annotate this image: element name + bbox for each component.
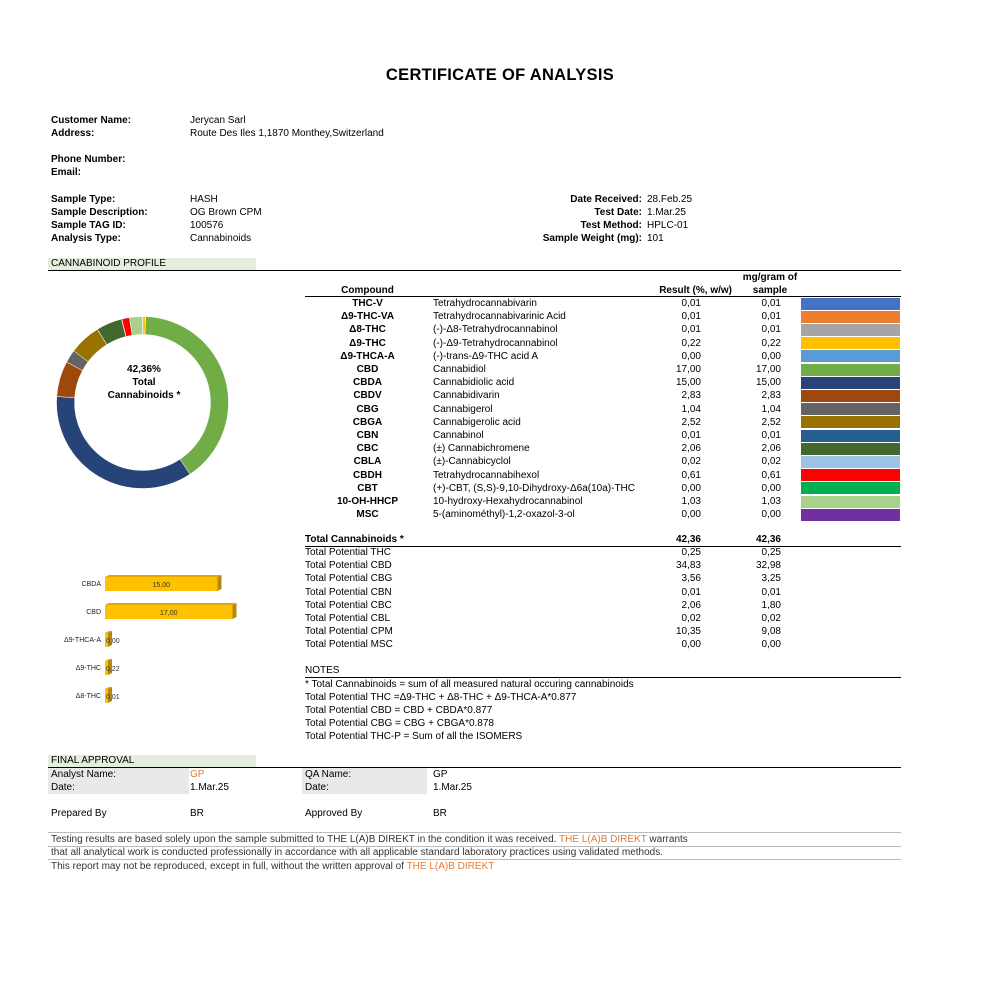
test-date: 1.Mar.25 <box>647 207 686 218</box>
compound-result: 2,06 <box>681 443 701 455</box>
table-row <box>305 389 901 402</box>
final-approval-header: FINAL APPROVAL <box>48 755 256 767</box>
compound-code: 10-OH-HHCP <box>336 496 399 507</box>
notes-title: NOTES <box>305 665 340 676</box>
compound-color-swatch <box>801 496 900 508</box>
table-row <box>305 455 901 468</box>
total-result: 0,01 <box>681 586 701 598</box>
sample-tag: 100576 <box>190 220 224 231</box>
total-mg: 0,25 <box>761 547 781 558</box>
table-row <box>305 297 901 310</box>
total-label: Total Potential CPM <box>305 626 393 638</box>
compound-result: 1,04 <box>681 403 701 415</box>
sample-type-label: Sample Type: <box>51 194 116 205</box>
qa-date: 1.Mar.25 <box>433 782 472 793</box>
analysis-type-label: Analysis Type: <box>51 233 121 244</box>
total-label: Total Potential THC <box>305 547 391 558</box>
sample-desc-label: Sample Description: <box>51 207 148 218</box>
total-label: Total Potential CBL <box>305 613 391 624</box>
approved-by: BR <box>433 808 447 819</box>
lab-name-2: THE L(A)B DIREKT <box>406 861 495 872</box>
totals-row <box>305 572 901 585</box>
compound-code: Δ9-THCA-A <box>340 350 395 362</box>
compound-mg: 0,00 <box>761 482 781 494</box>
compound-name: (-)-Δ8-Tetrahydrocannabinol <box>433 324 558 336</box>
mg-header-2: sample <box>752 285 788 296</box>
analyst-name: GP <box>190 769 205 780</box>
compound-color-swatch <box>801 509 900 521</box>
table-row <box>305 442 901 455</box>
disclaimer-line-2: that all analytical work is conducted professionally in accordance with all applicable standard laboratory practices using validated methods. <box>51 847 664 858</box>
table-row <box>305 363 901 376</box>
compound-result: 15,00 <box>675 377 701 389</box>
compound-name: 10-hydroxy-Hexahydrocannabinol <box>433 496 583 507</box>
cannabinoid-donut-chart <box>50 310 235 495</box>
total-result: 2,06 <box>681 599 701 611</box>
cannabinoid-profile-header: CANNABINOID PROFILE <box>48 258 256 270</box>
mg-header-1: mg/gram of <box>742 272 798 283</box>
compound-color-swatch <box>801 311 900 323</box>
compound-result: 0,00 <box>681 509 701 521</box>
compound-color-swatch <box>801 443 900 455</box>
compound-color-swatch <box>801 390 900 402</box>
compound-code: CBGA <box>352 416 383 428</box>
compound-color-swatch <box>801 430 900 442</box>
bar-top <box>105 575 222 577</box>
note-line: Total Potential CBG = CBG + CBGA*0.878 <box>305 718 494 729</box>
compound-name: (-)-Δ9-Tetrahydrocannabinol <box>433 337 558 349</box>
compound-name: Cannabidiol <box>433 364 486 375</box>
compound-code: THC-V <box>352 298 383 309</box>
compound-code: CBLA <box>353 456 382 468</box>
compound-result: 0,01 <box>681 311 701 323</box>
compound-mg: 0,00 <box>761 350 781 362</box>
compound-result: 2,52 <box>681 416 701 428</box>
compound-name: (±) Cannabichromene <box>433 443 530 455</box>
compound-mg: 0,02 <box>761 456 781 468</box>
totals-row <box>305 638 901 651</box>
sample-type: HASH <box>190 194 218 205</box>
compound-code: CBG <box>356 403 379 415</box>
compound-name: Tetrahydrocannabivarinic Acid <box>433 311 566 323</box>
compound-color-swatch <box>801 456 900 468</box>
compound-color-swatch <box>801 324 900 336</box>
test-method: HPLC-01 <box>647 220 689 231</box>
compound-code: Δ8-THC <box>349 324 386 336</box>
totals-row <box>305 559 901 572</box>
compound-result: 17,00 <box>675 364 701 375</box>
compound-header: Compound <box>341 285 394 296</box>
total-mg: 32,98 <box>755 560 781 572</box>
note-line: Total Potential CBD = CBD + CBDA*0.877 <box>305 705 493 716</box>
table-row <box>305 495 901 508</box>
total-label: Total Potential MSC <box>305 639 393 651</box>
table-row <box>305 376 901 389</box>
compound-result: 0,00 <box>681 350 701 362</box>
total-cannabinoids-label: Total Cannabinoids * <box>305 534 404 545</box>
table-row <box>305 429 901 442</box>
bar-value-label: 0,22 <box>106 666 120 673</box>
totals-row <box>305 599 901 612</box>
disclaimer-text-1a: Testing results are based solely upon the sample submitted to THE L(A)B DIREKT in the condition it was received. <box>51 834 560 845</box>
compound-code: CBD <box>356 364 379 375</box>
total-result: 0,00 <box>681 639 701 651</box>
total-mg: 1,80 <box>761 599 781 611</box>
table-row <box>305 416 901 429</box>
total-cannabinoids-row <box>305 533 901 546</box>
total-mg: 0,01 <box>761 586 781 598</box>
compound-mg: 0,00 <box>761 509 781 521</box>
total-mg: 9,08 <box>761 626 781 638</box>
compound-result: 0,01 <box>681 324 701 336</box>
cannabinoid-bar-chart <box>50 565 250 715</box>
compound-mg: 2,52 <box>761 416 781 428</box>
disclaimer-line-3 <box>51 860 901 873</box>
email-label: Email: <box>51 167 82 178</box>
total-mg: 3,25 <box>761 573 781 585</box>
customer-name-label: Customer Name: <box>51 115 132 126</box>
compound-color-swatch <box>801 298 900 310</box>
sample-tag-label: Sample TAG ID: <box>51 220 126 231</box>
compound-color-swatch <box>801 482 900 494</box>
compound-color-swatch <box>801 416 900 428</box>
note-line: * Total Cannabinoids = sum of all measured natural occuring cannabinoids <box>305 679 634 690</box>
compound-name: Tetrahydrocannabivarin <box>433 298 537 309</box>
total-result: 34,83 <box>675 560 701 572</box>
total-label: Total Potential CBD <box>305 560 392 572</box>
compound-code: MSC <box>356 509 379 521</box>
note-line: Total Potential THC =Δ9-THC + Δ8-THC + Δ9-THCA-A*0.877 <box>305 692 577 703</box>
bar-value-label: 15,00 <box>152 582 171 589</box>
compound-name: Tetrahydrocannabihexol <box>433 469 540 481</box>
compound-result: 2,83 <box>681 390 701 402</box>
compound-color-swatch <box>801 403 900 415</box>
table-row <box>305 403 901 416</box>
donut-percent: 42,36% <box>127 364 161 375</box>
compound-mg: 0,61 <box>761 469 781 481</box>
compound-mg: 0,01 <box>761 324 781 336</box>
table-row <box>305 323 901 336</box>
total-result: 3,56 <box>681 573 701 585</box>
date-received: 28.Feb.25 <box>647 194 693 205</box>
compound-color-swatch <box>801 377 900 389</box>
totals-row <box>305 586 901 599</box>
approved-by-label: Approved By <box>305 808 363 819</box>
bar-category-label: Δ9-THC <box>75 665 101 672</box>
analyst-label: Analyst Name: <box>48 768 189 781</box>
compound-code: CBC <box>356 443 379 455</box>
sample-weight: 101 <box>647 233 664 244</box>
compound-code: CBT <box>357 482 378 494</box>
compound-name: Cannabidiolic acid <box>433 377 515 389</box>
compound-mg: 0,01 <box>761 311 781 323</box>
totals-row <box>305 612 901 625</box>
compound-mg: 2,06 <box>761 443 781 455</box>
analyst-date-label: Date: <box>48 781 189 794</box>
compound-name: (+)-CBT, (S,S)-9,10-Dihydroxy-Δ6a(10a)-THC <box>433 482 635 494</box>
compound-mg: 0,01 <box>761 298 781 309</box>
compound-mg: 1,03 <box>761 496 781 507</box>
donut-center-label <box>92 363 196 402</box>
compound-mg: 0,22 <box>761 337 781 349</box>
compound-name: Cannabigerolic acid <box>433 416 521 428</box>
table-row <box>305 469 901 482</box>
bar-category-label: Δ9-THCA-A <box>64 637 101 644</box>
compound-name: Cannabinol <box>433 430 484 441</box>
compound-mg: 2,83 <box>761 390 781 402</box>
prepared-by: BR <box>190 808 204 819</box>
compound-mg: 0,01 <box>761 430 781 441</box>
lab-name-1: THE L(A)B DIREKT <box>559 834 647 845</box>
donut-label-cannabinoids: Cannabinoids * <box>107 390 181 401</box>
bar-value-label: 17,00 <box>159 610 178 617</box>
compound-result: 0,01 <box>681 298 701 309</box>
compound-name: 5-(aminométhyl)-1,2-oxazol-3-ol <box>433 509 575 521</box>
total-label: Total Potential CBC <box>305 599 392 611</box>
compound-code: Δ9-THC <box>349 337 386 349</box>
page-title: CERTIFICATE OF ANALYSIS <box>385 66 615 84</box>
compound-code: CBDH <box>353 469 382 481</box>
qa-label: QA Name: <box>302 768 427 781</box>
disclaimer-text-1c: warrants <box>646 834 688 845</box>
compound-mg: 1,04 <box>761 403 781 415</box>
bar-category-label: CBDA <box>81 581 101 588</box>
table-row <box>305 310 901 323</box>
phone-label: Phone Number: <box>51 154 126 165</box>
compound-name: Cannabigerol <box>433 403 493 415</box>
total-result: 10,35 <box>675 626 701 638</box>
bar-side <box>218 575 222 591</box>
disclaimer-text-3a: This report may not be reproduced, except in full, without the written approval of <box>51 861 407 872</box>
total-mg: 0,00 <box>761 639 781 651</box>
sample-desc: OG Brown CPM <box>190 207 262 218</box>
compound-code: CBDA <box>353 377 382 389</box>
table-row <box>305 508 901 521</box>
compound-result: 0,00 <box>681 482 701 494</box>
compound-mg: 15,00 <box>755 377 781 389</box>
table-row <box>305 482 901 495</box>
compound-code: CBDV <box>353 390 382 402</box>
qa-date-label: Date: <box>302 781 427 794</box>
sample-weight-label: Sample Weight (mg): <box>542 233 642 244</box>
total-mg: 0,02 <box>761 613 781 624</box>
analysis-type: Cannabinoids <box>190 233 252 244</box>
bar-category-label: Δ8-THC <box>75 693 101 700</box>
compound-color-swatch <box>801 337 900 349</box>
compound-result: 0,22 <box>681 337 701 349</box>
bar-side <box>233 603 237 619</box>
table-row <box>305 350 901 363</box>
totals-row <box>305 625 901 638</box>
total-cannabinoids-result: 42,36 <box>675 534 701 545</box>
compound-result: 1,03 <box>681 496 701 507</box>
compound-color-swatch <box>801 364 900 376</box>
compound-code: Δ9-THC-VA <box>340 311 395 323</box>
compound-mg: 17,00 <box>755 364 781 375</box>
compound-code: CBN <box>356 430 379 441</box>
total-result: 0,02 <box>681 613 701 624</box>
compound-result: 0,01 <box>681 430 701 441</box>
test-date-label: Test Date: <box>594 207 642 218</box>
disclaimer-line-1 <box>51 833 901 846</box>
donut-label-total: Total <box>132 377 156 388</box>
analyst-date: 1.Mar.25 <box>190 782 229 793</box>
compound-result: 0,02 <box>681 456 701 468</box>
compound-color-swatch <box>801 469 900 481</box>
compound-name: (±)-Cannabicyclol <box>433 456 511 468</box>
bar-value-label: 0,00 <box>106 638 120 645</box>
date-received-label: Date Received: <box>570 194 642 205</box>
bar-top <box>105 603 237 605</box>
donut-slice-cbda <box>57 396 190 488</box>
qa-name: GP <box>433 769 448 780</box>
note-line: Total Potential THC-P = Sum of all the ISOMERS <box>305 731 523 742</box>
bar-category-label: CBD <box>86 609 101 616</box>
compound-name: Cannabidivarin <box>433 390 500 402</box>
customer-name: Jerycan Sarl <box>190 115 246 126</box>
address: Route Des Iles 1,1870 Monthey,Switzerland <box>190 128 384 139</box>
address-label: Address: <box>51 128 95 139</box>
prepared-by-label: Prepared By <box>51 808 107 819</box>
compound-name: (-)-trans-Δ9-THC acid A <box>433 350 539 362</box>
table-row <box>305 337 901 350</box>
total-label: Total Potential CBN <box>305 586 392 598</box>
total-result: 0,25 <box>681 547 701 558</box>
bar-value-label: 0,01 <box>106 694 120 701</box>
total-label: Total Potential CBG <box>305 573 393 585</box>
compound-result: 0,61 <box>681 469 701 481</box>
totals-row <box>305 546 901 559</box>
test-method-label: Test Method: <box>580 220 642 231</box>
result-header: Result (%, w/w) <box>659 285 732 296</box>
total-cannabinoids-mg: 42,36 <box>755 534 781 545</box>
compound-color-swatch <box>801 350 900 362</box>
